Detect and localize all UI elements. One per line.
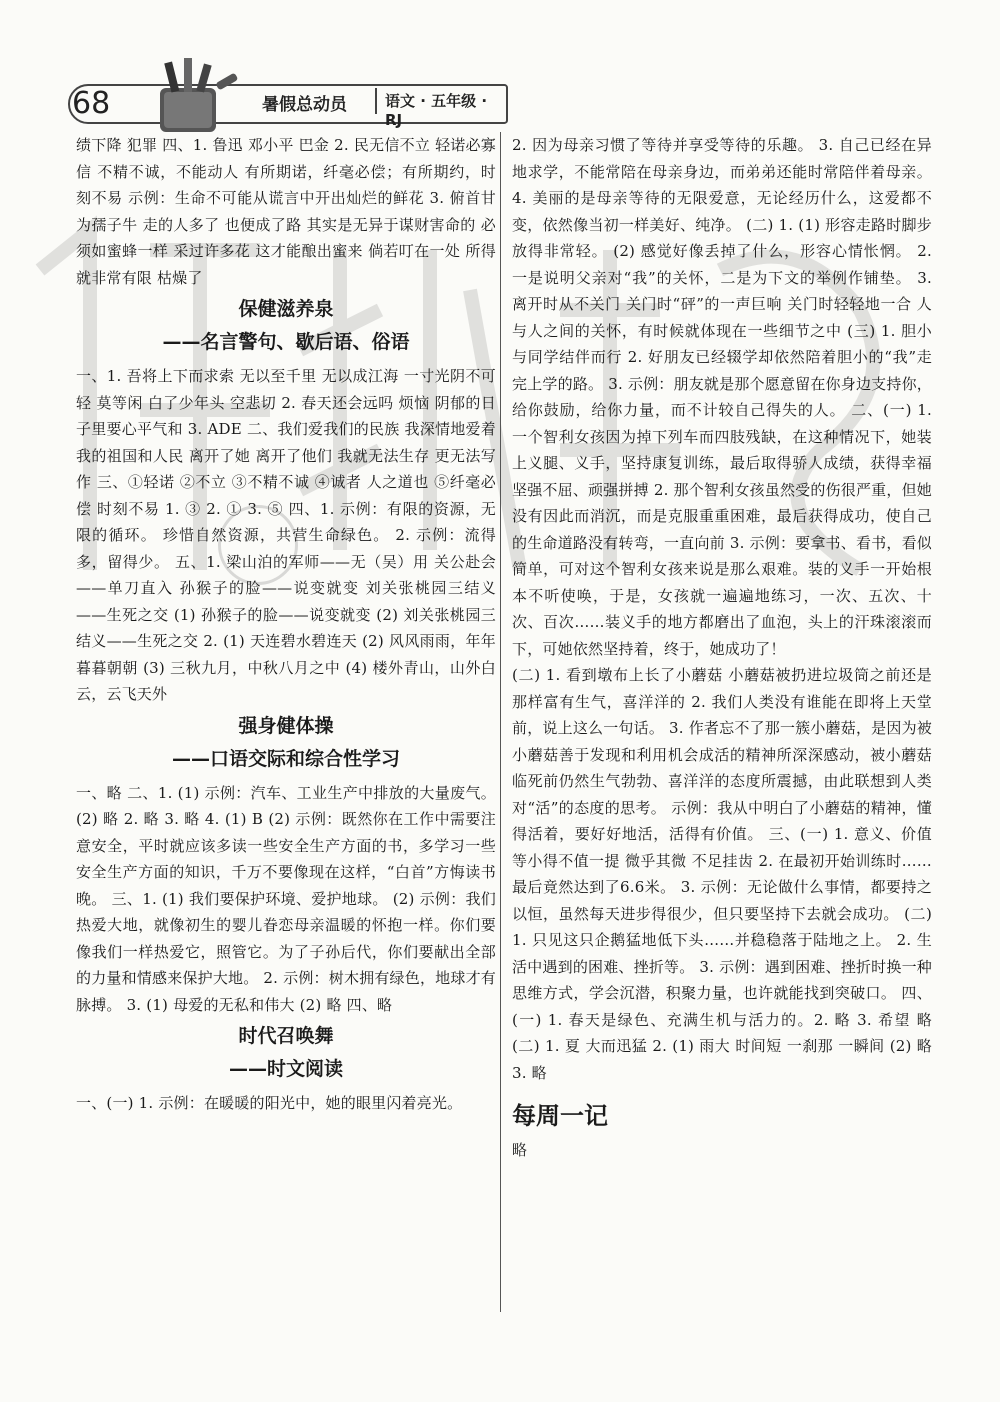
section-subtitle-times: ——时文阅读 xyxy=(228,1058,343,1080)
pencil-cup-icon xyxy=(120,58,250,136)
section-title-times: 时代召唤舞 xyxy=(238,1025,334,1047)
section-subtitle-exercise: ——口语交际和综合性学习 xyxy=(171,747,400,770)
section-body-exercise: 一、略 二、1. (1) 示例：汽车、工业生产中排放的大量废气。 (2) 略 2. 略 3. 略 4. (1) B (2) 示例：既然你在工作中需要注意安全，平时就应该多读一些安全生产方面的书，多学习一些安全生产方面的知识，千万不要像现在这样，“白首”方悔读书晚。 三、1. (1) 我们要保护环境、爱护地球。 (2) 示例：我们热爱大地，就像初生的婴儿眷恋母亲温暖的怀抱一样。你们要像我们一样热爱它，照管它。为了子孙后代，你们要献出全部的力量和情感来保护大地。 2. 示例：树木拥有绿色，地球才有脉搏。 3. (1) 母爱的无私和伟大 (2) 略 四、略 xyxy=(76,783,496,1014)
section-subtitle-health: ——名言警句、歇后语、俗语 xyxy=(162,331,410,353)
column-divider xyxy=(500,132,501,1312)
section-body-times: 一、(一) 1. 示例：在暖暖的阳光中，她的眼里闪着亮光。 xyxy=(76,1094,463,1112)
weekly-note-body: 略 xyxy=(512,1141,528,1159)
subject-info: 语文 · 五年级 · RJ xyxy=(385,92,488,129)
right-body-part2: (二) 1. 看到墩布上长了小蘑菇 小蘑菇被扔进垃圾筒之前还是那样富有生气，喜洋洋的 2. 我们人类没有谁能在即将上天堂前，说上这么一句话。 3. 作者忘不了那一簇小蘑菇，是因为被小蘑菇善于发现和利用机会成活的精神所深深感动，被小蘑菇临死前仍然生气勃勃、喜洋洋的态度所震撼，由此联想到人类对“活”的态度的思考。 示例：我从中明白了小蘑菇的精神，懂得活着，要好好地活，活得有价值。 三、(一) 1. 意义、价值等小得不值一提 微乎其微 不足挂齿 2. 在最初开始训练时……最后竟然达到了6.6米。 3. 示例：无论做什么事情，都要持之以恒，虽然每天进步得很少，但只要坚持下去就会成功。 (二) 1. 只见这只企鹅猛地低下头……并稳稳落于陆地之上。 2. 生活中遇到的困难、挫折等。 3. 示例：遇到困难、挫折时换一种思维方式，学会沉潜，积聚力量，也许就能找到突破口。 四、(一) 1. 春天是绿色、充满生机与活力的。2. 略 3. 希望 略 (二) 1. 夏 大而迅猛 2. (1) 雨大 时间短 一刹那 一瞬间 (2) 略 3. 略 xyxy=(512,666,932,1082)
page-header xyxy=(60,58,500,136)
right-body-part1: 2. 因为母亲习惯了等待并享受等待的乐趣。 3. 自己已经在异地求学，不能常陪在母亲身边，而弟弟还能时常陪伴着母亲。 4. 美丽的是母亲等待的无限爱意，无论经历什么，这爱都不变，依然像当初一样美好、纯净。 (二) 1. (1) 形容走路时脚步放得非常轻。 (2) 感觉好像丢掉了什么，形容心情怅惘。 2. 一是说明父亲对“我”的关怀，二是为下文的举例作铺垫。 3. 离开时从不关门 关门时“砰”的一声巨响 关门时轻轻地一合 人与人之间的关怀，有时候就体现在一些细节之中 (三) 1. 胆小 与同学结伴而行 2. 好朋友已经辍学却依然陪着胆小的“我”走完上学的路。 3. 示例：朋友就是那个愿意留在你身边支持你，给你鼓励，给你力量，而不计较自己得失的人。 二、(一) 1. 一个智利女孩因为掉下列车而四肢残缺，在这种情况下，她装上义腿、义手，坚持康复训练，最后取得骄人成绩，获得幸福 坚强不屈、顽强拼搏 2. 那个智利女孩虽然受的伤很严重，但她没有因此而消沉，而是克服重重困难，最后获得成功，使自己的生命道路没有转弯，一直向前 3. 示例：要拿书、看书，看似简单，可对这个智利女孩来说是那么艰难。装的义手一开始根本不听使唤，于是，女孩就一遍遍地练习，一次、五次、十次、百次……装义手的地方都磨出了血泡，头上的汗珠滚滚而下，可她依然坚持着，终于，她成功了！ xyxy=(512,136,932,658)
section-body-health: 一、1. 吾将上下而求索 无以至千里 无以成江海 一寸光阴不可轻 莫等闲 白了少年头 空悲切 2. 春天还会远吗 烦恼 阴郁的日子里要心平气和 3. ADE 二、我们爱我们的民族 我深情地爱着我的祖国和人民 离开了她 离开了他们 我就无法生存 更无法写作 三、①轻诺 ②不立 ③不精不诚 ④诚者 人之道也 ⑤纤毫必偿 时刻不易 1. ③ 2. ① 3. ⑤ 四、1. 示例：有限的资源，无限的循环。 珍惜自然资源，共营生命绿色。 2. 示例：流得多，留得少。 五、1. 梁山泊的军师——无（吴）用 关公赴会——单刀直入 孙猴子的脸——说变就变 刘关张桃园三结义——生死之交 (1) 孙猴子的脸——说变就变 (2) 刘关张桃园三结义——生死之交 2. (1) 天连碧水碧连天 (2) 风风雨雨，年年暮暮朝朝 (3) 三秋九月，中秋八月之中 (4) 楼外青山，山外白云，云飞天外 xyxy=(76,367,496,703)
section-title-exercise: 强身健体操 xyxy=(238,714,334,737)
header-divider xyxy=(375,88,377,114)
weekly-note-title: 每周一记 xyxy=(512,1102,608,1130)
left-column xyxy=(76,132,496,1117)
page-number: 68 xyxy=(72,86,111,121)
section-title-health: 保健滋养泉 xyxy=(238,298,334,320)
left-intro-text: 绩下降 犯罪 四、1. 鲁迅 邓小平 巴金 2. 民无信不立 轻诺必寡信 不精不诚，不能动人 有所期诺，纤毫必偿；有所期约，时刻不易 示例：生命不可能从谎言中开出灿烂的鲜花 3. 俯首甘为孺子牛 走的人多了 也便成了路 其实是无异于谋财害命的 必须如蜜蜂一样 采过许多花 这才能酿出蜜来 倘若叮在一处 所得就非常有限 枯燥了 xyxy=(76,136,496,287)
book-title: 暑假总动员 xyxy=(262,95,347,115)
right-column xyxy=(512,132,932,1164)
